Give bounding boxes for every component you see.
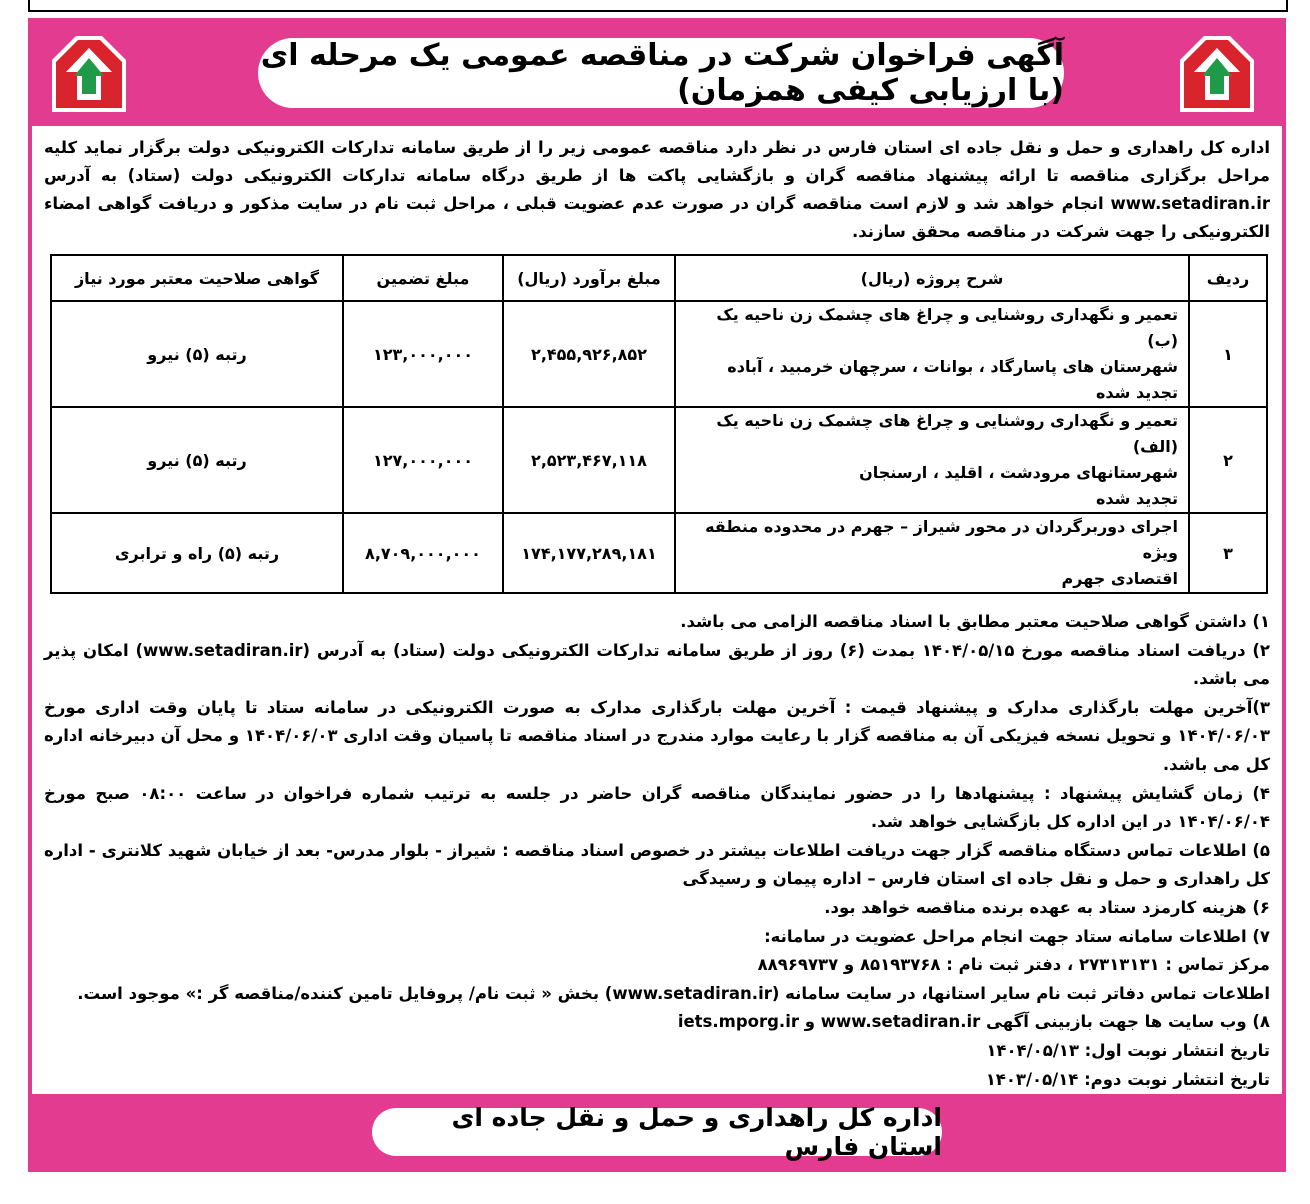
cell-guarantee: ۸,۷۰۹,۰۰۰,۰۰۰ [343,513,503,593]
note-item: ۷) اطلاعات سامانه ستاد جهت انجام مراحل عضویت در سامانه: [764,926,1270,946]
footer-band [32,1094,1282,1168]
cell-certificate: رتبه (۵) نیرو [51,407,343,513]
renewed-note: تجدید شده [1095,383,1178,402]
contact-center-line: مرکز تماس : ۲۷۳۱۳۱۳۱ ، دفتر ثبت نام : ۸۵۱۹۳۷۶۸ و ۸۸۹۶۹۷۳۷ [757,955,1270,975]
note-item: ۲) دریافت اسناد مناقصه مورخ ۱۴۰۴/۰۵/۱۵ بمدت (۶) روز از طریق سامانه تدارکات الکترونیکی دولت (ستاد) به آدرس (www.setadiran.ir) امکان پذیر می باشد. [44,640,1270,689]
header-certificate: گواهی صلاحیت معتبر مورد نیاز [51,255,343,301]
cell-description [675,407,1189,513]
table-row [51,407,1267,513]
road-organization-logo-right [1174,30,1260,116]
footer-organization-name: اداره کل راهداری و حمل و نقل جاده ای استان فارس [372,1108,942,1156]
description-line: شهرستان های پاسارگاد ، بوانات ، سرچهان خرمبید ، آباده [727,357,1178,376]
note-item: ۶) هزینه کارمزد ستاد به عهده برنده مناقصه خواهد بود. [824,897,1270,917]
description-line: اجرای دوربرگردان در محور شیراز – جهرم در محدوده منطقه ویژه [705,517,1178,562]
registration-offices-line: اطلاعات تماس دفاتر ثبت نام سایر استانها، در سایت سامانه (www.setadiran.ir) بخش « ثبت نام/ پروفایل تامین کننده/مناقصه گر :» موجود است. [77,983,1270,1003]
cell-certificate: رتبه (۵) نیرو [51,301,343,407]
cell-estimate: ۱۷۴,۱۷۷,۲۸۹,۱۸۱ [503,513,675,593]
cell-description [675,513,1189,593]
note-item: ۳)آخرین مهلت بارگذاری مدارک و پیشنهاد قیمت : آخرین مهلت بارگذاری مدارک به صورت الکترونیکی در سامانه ستاد تا پایان وقت اداری مورخ ۱۴۰۴/۰۶/۰۳ و تحویل نسخه فیزیکی آن به مناقصه گزار با رعایت موارد مندرج در اسناد مناقصه تا پاسیان وقت اداری ۱۴۰۴/۰۶/۰۳ و محل آن دبیرخانه اداره کل می باشد. [44,697,1270,774]
description-line: تعمیر و نگهداری روشنایی و چراغ های چشمک زن ناحیه یک (ب) [716,305,1178,350]
cell-description [675,301,1189,407]
table-row [51,301,1267,407]
note-item: ۵) اطلاعات تماس دستگاه مناقصه گزار جهت دریافت اطلاعات بیشتر در خصوص اسناد مناقصه : شیراز - بلوار مدرس- بعد از خیابان شهید کلانتری - اداره کل راهداری و حمل و نقل جاده ای استان فارس – اداره پیمان و رسیدگی [44,840,1270,889]
header-band [32,22,1282,126]
tender-table [50,254,1268,594]
cell-row-number: ۱ [1189,301,1267,407]
renewed-note: تجدید شده [1095,489,1178,508]
cell-estimate: ۲,۵۲۳,۴۶۷,۱۱۸ [503,407,675,513]
top-border-strip [28,0,1288,12]
cell-certificate: رتبه (۵) راه و ترابری [51,513,343,593]
note-item: ۴) زمان گشایش پیشنهاد : پیشنهادها را در حضور نمایندگان مناقصه گران حاضر در جلسه به ترتیب شماره فراخوان در ساعت ۰۸:۰۰ صبح مورخ ۱۴۰۴/۰۶/۰۴ در این اداره کل بازگشایی خواهد شد. [44,783,1270,832]
table-row [51,513,1267,593]
second-publish-date: تاریخ انتشار نوبت دوم: ۱۴۰۳/۰۵/۱۴ [985,1069,1270,1089]
first-publish-date: تاریخ انتشار نوبت اول: ۱۴۰۴/۰۵/۱۳ [986,1040,1270,1060]
header-guarantee: مبلغ تضمین [343,255,503,301]
header-row-number: ردیف [1189,255,1267,301]
cell-row-number: ۲ [1189,407,1267,513]
description-line: تعمیر و نگهداری روشنایی و چراغ های چشمک زن ناحیه یک (الف) [716,411,1178,456]
advertisement-frame [28,18,1286,1172]
header-estimate: مبلغ برآورد (ریال) [503,255,675,301]
intro-paragraph: اداره کل راهداری و حمل و نقل جاده ای استان فارس در نظر دارد مناقصه عمومی زیر را از طریق سامانه تدارکات الکترونیکی دولت برگزار نماید کلیه مراحل برگزاری مناقصه تا ارائه پیشنهاد مناقصه گران و بازگشایی پاکت ها از طریق درگاه سامانه تدارکات الکترونیکی دولت (ستاد) به آدرس www.setadiran.ir انجام خواهد شد و لازم است مناقصه گران در صورت عدم عضویت قبلی ، مراحل ثبت نام در سایت مذکور و دریافت گواهی امضاء الکترونیکی را جهت شرکت در مناقصه محقق سازند. [44,138,1270,241]
header-description: شرح پروژه (ریال) [675,255,1189,301]
notes-section [44,608,1270,1123]
road-organization-logo-left [46,30,132,116]
cell-guarantee: ۱۲۳,۰۰۰,۰۰۰ [343,301,503,407]
description-line: شهرستانهای مرودشت ، اقلید ، ارسنجان [859,463,1178,482]
table-header-row [51,255,1267,301]
cell-guarantee: ۱۲۷,۰۰۰,۰۰۰ [343,407,503,513]
page-title: آگهی فراخوان شرکت در مناقصه عمومی یک مرحله ای (با ارزیابی کیفی همزمان) [258,38,1064,108]
note-item: ۸) وب سایت ها جهت بازبینی آگهی www.setadiran.ir و iets.mporg.ir [677,1012,1270,1032]
note-item: ۱) داشتن گواهی صلاحیت معتبر مطابق با اسناد مناقصه الزامی می باشد. [680,612,1270,631]
cell-row-number: ۳ [1189,513,1267,593]
cell-estimate: ۲,۴۵۵,۹۲۶,۸۵۲ [503,301,675,407]
description-line: اقتصادی جهرم [1061,569,1178,588]
